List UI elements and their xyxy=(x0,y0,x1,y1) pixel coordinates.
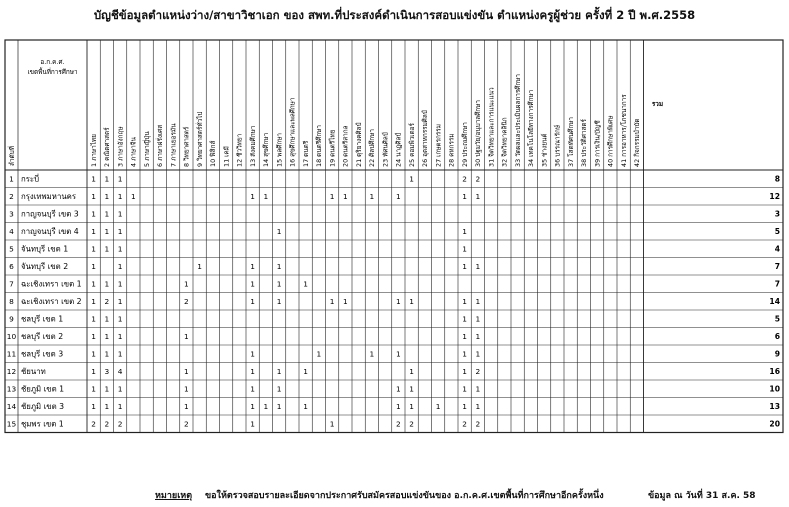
table-cell-value: 1 xyxy=(117,192,123,202)
table-cell-value: 1 xyxy=(475,192,481,202)
table-cell-value: 3 xyxy=(104,367,110,377)
table-cell-value: 1 xyxy=(475,402,481,412)
table-cell-value: 1 xyxy=(104,402,110,412)
table-cell-value: 1 xyxy=(409,384,414,394)
table-cell-value: 1 xyxy=(250,297,255,307)
table-cell-value: 1 xyxy=(276,262,282,272)
row-number: 3 xyxy=(9,209,14,219)
table-cell-value: 1 xyxy=(91,209,96,219)
subject-header-11: 11 เคมี xyxy=(222,146,231,167)
row-org-name: กระบี่ xyxy=(21,174,40,184)
subject-header-21: 21 ดุริยางคศิลป์ xyxy=(354,122,363,167)
subject-header-9: 9 วิทยาศาสตร์ทั่วไป xyxy=(195,111,204,167)
table-cell-value: 2 xyxy=(117,419,123,429)
table-cell-value: 1 xyxy=(462,314,467,324)
page-title: บัญชีข้อมูลตำแหน่งว่าง/สาขาวิชาเอก ของ สพท.ที่ประสงค์ดำเนินการสอบแข่งขัน ตำแหน่งครูผู้ช่วย ครั้งที่ 2 ปี พ.ศ.2558 xyxy=(93,8,696,22)
table-cell-value: 1 xyxy=(396,349,401,359)
row-total: 5 xyxy=(774,314,780,324)
org-header-line1: อ.ก.ค.ศ. xyxy=(40,58,65,66)
table-cell-value: 1 xyxy=(435,402,441,412)
row-org-name: จันทบุรี เขต 2 xyxy=(21,262,69,272)
table-cell-value: 1 xyxy=(117,332,123,342)
table-cell-value: 1 xyxy=(303,279,308,289)
table-cell-value: 1 xyxy=(117,349,123,359)
subject-header-10: 10 ฟิสิกส์ xyxy=(209,140,218,167)
table-cell-value: 1 xyxy=(91,367,96,377)
table-cell-value: 2 xyxy=(104,419,110,429)
subject-header-41: 41 การอาหาร/โภชนาการ xyxy=(619,94,628,167)
row-org-name: ฉะเชิงเทรา เขต 2 xyxy=(21,297,82,307)
table-cell-value: 1 xyxy=(117,297,123,307)
subject-header-7: 7 ภาษาเยอรมัน xyxy=(169,123,178,167)
table-cell-value: 1 xyxy=(475,332,481,342)
table-cell-value: 2 xyxy=(396,419,401,429)
subject-header-30: 30 ปฐมวัย/อนุบาลศึกษา xyxy=(474,100,483,167)
subject-header-32: 32 จิตวิทยาคลินิก xyxy=(500,117,509,167)
table-cell-value: 1 xyxy=(131,192,136,202)
table-cell-value: 1 xyxy=(117,262,123,272)
subject-header-34: 34 เทคโนโลยีทางการศึกษา xyxy=(527,89,536,167)
table-cell-value: 1 xyxy=(104,244,110,254)
subject-header-28: 28 คหกรรม xyxy=(447,133,456,167)
table-cell-value: 1 xyxy=(117,244,123,254)
row-org-name: ชลบุรี เขต 2 xyxy=(21,332,64,342)
table-cell-value: 1 xyxy=(197,262,202,272)
table-cell-value: 1 xyxy=(91,262,96,272)
row-org-name: ชัยภูมิ เขต 3 xyxy=(21,402,65,412)
table-cell-value: 1 xyxy=(91,279,96,289)
table-cell-value: 1 xyxy=(409,297,414,307)
subject-header-14: 14 สุขศึกษา xyxy=(262,132,271,167)
table-cell-value: 1 xyxy=(369,349,375,359)
subject-header-18: 18 ดนตรีศึกษา xyxy=(315,125,324,167)
table-cell-value: 1 xyxy=(117,384,123,394)
subject-header-33: 33 วัดผลและประเมินผลการศึกษา xyxy=(513,74,522,167)
table-cell-value: 1 xyxy=(396,402,401,412)
table-cell-value: 1 xyxy=(250,349,255,359)
table-cell-value: 1 xyxy=(117,279,123,289)
table-cell-value: 1 xyxy=(475,297,481,307)
table-cell-value: 1 xyxy=(369,192,375,202)
table-cell-value: 1 xyxy=(409,402,414,412)
row-total: 13 xyxy=(769,402,780,412)
table-cell-value: 2 xyxy=(184,297,189,307)
table-cell-value: 1 xyxy=(316,349,322,359)
table-cell-value: 1 xyxy=(475,314,481,324)
table-cell-value: 1 xyxy=(343,192,348,202)
table-cell-value: 1 xyxy=(475,262,481,272)
row-org-name: ชัยภูมิ เขต 1 xyxy=(21,384,65,394)
row-org-name: จันทบุรี เขต 1 xyxy=(21,244,69,254)
row-number: 10 xyxy=(6,332,17,342)
table-cell-value: 1 xyxy=(409,174,414,184)
table-cell-value: 1 xyxy=(462,297,467,307)
row-org-name: ชุมพร เขต 1 xyxy=(21,419,64,429)
row-number: 2 xyxy=(9,192,14,202)
subject-header-1: 1 ภาษาไทย xyxy=(89,134,98,167)
table-cell-value: 1 xyxy=(91,297,96,307)
table-cell-value: 1 xyxy=(104,332,110,342)
table-cell-value: 1 xyxy=(250,402,255,412)
row-total: 16 xyxy=(769,367,780,377)
table-cell-value: 1 xyxy=(91,192,96,202)
table-cell-value: 1 xyxy=(250,279,255,289)
table-cell-value: 1 xyxy=(250,419,255,429)
row-number: 9 xyxy=(9,314,14,324)
row-number: 1 xyxy=(9,174,14,184)
table-cell-value: 1 xyxy=(250,262,255,272)
row-number: 15 xyxy=(6,419,17,429)
row-total: 14 xyxy=(769,297,780,307)
row-number: 7 xyxy=(9,279,14,289)
table-cell-value: 2 xyxy=(475,367,481,377)
row-total: 8 xyxy=(774,174,780,184)
table-cell-value: 1 xyxy=(104,192,110,202)
row-total: 5 xyxy=(774,227,780,237)
subject-header-6: 6 ภาษาฝรั่งเศส xyxy=(156,124,165,167)
subject-header-22: 22 ศิลปศึกษา xyxy=(368,129,377,167)
table-cell-value: 1 xyxy=(396,192,401,202)
footer-note-label: หมายเหตุ xyxy=(155,491,193,501)
table-cell-value: 2 xyxy=(475,419,481,429)
table-cell-value: 1 xyxy=(276,227,282,237)
table-cell-value: 1 xyxy=(462,384,467,394)
table-cell-value: 1 xyxy=(184,402,189,412)
table-cell-value: 2 xyxy=(91,419,96,429)
table-cell-value: 1 xyxy=(475,349,481,359)
table-cell-value: 2 xyxy=(462,174,467,184)
row-total: 4 xyxy=(774,244,780,254)
table-cell-value: 1 xyxy=(276,279,282,289)
subject-header-36: 36 บรรณารักษ์ xyxy=(553,124,562,167)
row-number: 11 xyxy=(6,349,17,359)
table-cell-value: 1 xyxy=(263,402,269,412)
table-cell-value: 1 xyxy=(104,314,110,324)
table-cell-value: 1 xyxy=(91,174,96,184)
table-cell-value: 1 xyxy=(462,262,467,272)
table-cell-value: 1 xyxy=(117,227,123,237)
row-number: 8 xyxy=(9,297,14,307)
table-cell-value: 1 xyxy=(184,332,189,342)
subject-header-26: 26 อุตสาหกรรมศิลป์ xyxy=(421,110,430,167)
table-cell-value: 1 xyxy=(263,192,269,202)
table-cell-value: 2 xyxy=(462,419,467,429)
subject-header-2: 2 คณิตศาสตร์ xyxy=(103,127,112,167)
seq-column-header: ลำดับที่ xyxy=(8,146,16,166)
org-header-line2: เขตพื้นที่การศึกษา xyxy=(27,68,78,76)
table-cell-value: 1 xyxy=(184,367,189,377)
table-cell-value: 1 xyxy=(117,209,123,219)
table-cell-value: 1 xyxy=(117,174,123,184)
subject-header-17: 17 ดนตรี xyxy=(301,140,310,167)
table-cell-value: 4 xyxy=(117,367,123,377)
subject-header-19: 19 ดนตรีไทย xyxy=(328,129,337,167)
table-cell-value: 1 xyxy=(276,367,282,377)
row-org-name: กาญจนบุรี เขต 3 xyxy=(21,209,79,219)
subject-header-39: 39 การเงิน/บัญชี xyxy=(593,120,602,167)
table-cell-value: 1 xyxy=(329,192,335,202)
table-cell-value: 2 xyxy=(409,419,414,429)
table-cell-value: 1 xyxy=(462,367,467,377)
table-cell-value: 1 xyxy=(396,384,401,394)
table-cell-value: 1 xyxy=(276,402,282,412)
subject-header-31: 31 จิตวิทยาและการแนะแนว xyxy=(487,87,496,167)
row-total: 10 xyxy=(769,384,780,394)
subject-header-27: 27 เกษตรกรรม xyxy=(434,124,443,167)
subject-header-4: 4 ภาษาจีน xyxy=(129,137,138,167)
subject-header-12: 12 ชีววิทยา xyxy=(235,133,244,167)
subject-header-40: 40 การศึกษาพิเศษ xyxy=(606,115,615,167)
subject-header-38: 38 ประวัติศาสตร์ xyxy=(580,119,589,167)
row-org-name: ชลบุรี เขต 3 xyxy=(21,349,64,359)
table-cell-value: 1 xyxy=(462,349,467,359)
row-org-name: ชัยนาท xyxy=(21,367,46,377)
table-cell-value: 1 xyxy=(276,297,282,307)
table-cell-value: 1 xyxy=(91,402,96,412)
row-org-name: ชลบุรี เขต 1 xyxy=(21,314,64,324)
table-cell-value: 1 xyxy=(462,402,467,412)
table-cell-value: 1 xyxy=(104,209,110,219)
table-cell-value: 1 xyxy=(329,297,335,307)
row-org-name: กาญจนบุรี เขต 4 xyxy=(21,227,79,237)
row-number: 4 xyxy=(9,227,14,237)
table-cell-value: 1 xyxy=(250,384,255,394)
subject-header-5: 5 ภาษาญี่ปุ่น xyxy=(142,131,151,167)
table-cell-value: 1 xyxy=(91,314,96,324)
subject-header-29: 29 ประถมศึกษา xyxy=(460,122,469,167)
subject-header-15: 15 พลศึกษา xyxy=(275,132,284,167)
table-cell-value: 1 xyxy=(117,402,123,412)
table-cell-value: 1 xyxy=(329,419,335,429)
row-number: 6 xyxy=(9,262,14,272)
table-cell-value: 1 xyxy=(462,332,467,342)
row-org-name: กรุงเทพมหานคร xyxy=(21,192,77,202)
row-total: 20 xyxy=(769,419,780,429)
table-cell-value: 1 xyxy=(462,227,467,237)
table-cell-value: 1 xyxy=(184,384,189,394)
table-cell-value: 1 xyxy=(91,332,96,342)
row-number: 13 xyxy=(6,384,17,394)
table-cell-value: 1 xyxy=(250,192,255,202)
row-total: 7 xyxy=(774,279,780,289)
footer-note-text: ขอให้ตรวจสอบรายละเอียดจากประกาศรับสมัครสอบแข่งขันของ อ.ก.ค.ศ.เขตพื้นที่การศึกษาอีกครั้งหนึ่ง xyxy=(205,491,604,501)
row-org-name: ฉะเชิงเทรา เขต 1 xyxy=(21,279,82,289)
row-total: 3 xyxy=(774,209,780,219)
row-total: 6 xyxy=(774,332,780,342)
table-cell-value: 1 xyxy=(184,279,189,289)
table-cell-value: 1 xyxy=(462,192,467,202)
subject-header-8: 8 วิทยาศาสตร์ xyxy=(182,126,191,167)
subject-header-16: 16 สุขศึกษาและพลศึกษา xyxy=(288,97,297,167)
subject-header-35: 35 ช่างยนต์ xyxy=(540,133,549,167)
table-cell-value: 1 xyxy=(250,367,255,377)
subject-header-25: 25 คอมพิวเตอร์ xyxy=(407,123,416,167)
table-cell-value: 1 xyxy=(104,227,110,237)
footer-date: ข้อมูล ณ วันที่ 31 ส.ค. 58 xyxy=(648,491,756,501)
row-number: 14 xyxy=(6,402,17,412)
subject-header-42: 42 กิจกรรมบำบัด xyxy=(633,118,642,167)
subject-header-3: 3 ภาษาอังกฤษ xyxy=(116,126,125,167)
subject-header-24: 24 นาฏศิลป์ xyxy=(394,132,403,167)
table-cell-value: 1 xyxy=(91,349,96,359)
table-cell-value: 1 xyxy=(409,367,414,377)
row-number: 12 xyxy=(6,367,17,377)
row-total: 12 xyxy=(769,192,780,202)
table-cell-value: 1 xyxy=(396,297,401,307)
table-cell-value: 1 xyxy=(343,297,348,307)
subject-header-23: 23 ทัศนศิลป์ xyxy=(381,132,390,167)
table-cell-value: 2 xyxy=(104,297,110,307)
table-cell-value: 1 xyxy=(303,402,308,412)
table-cell-value: 1 xyxy=(104,384,110,394)
subject-header-20: 20 ดนตรีสากล xyxy=(341,125,350,167)
table-cell-value: 1 xyxy=(91,244,96,254)
table-cell-value: 1 xyxy=(104,174,110,184)
table-cell-value: 1 xyxy=(104,279,110,289)
table-cell-value: 1 xyxy=(104,349,110,359)
subject-header-37: 37 โสตทัศนศึกษา xyxy=(566,116,575,167)
total-column-header: รวม xyxy=(651,100,664,108)
table-cell-value: 2 xyxy=(184,419,189,429)
table-cell-value: 1 xyxy=(475,384,481,394)
row-total: 9 xyxy=(774,349,780,359)
subject-header-13: 13 สังคมศึกษา xyxy=(248,125,257,167)
table-cell-value: 1 xyxy=(276,384,282,394)
table-cell-value: 1 xyxy=(91,227,96,237)
row-number: 5 xyxy=(9,244,14,254)
table-cell-value: 1 xyxy=(117,314,123,324)
row-total: 7 xyxy=(774,262,780,272)
table-cell-value: 1 xyxy=(462,244,467,254)
table-cell-value: 2 xyxy=(475,174,481,184)
table-cell-value: 1 xyxy=(303,367,308,377)
table-cell-value: 1 xyxy=(91,384,96,394)
